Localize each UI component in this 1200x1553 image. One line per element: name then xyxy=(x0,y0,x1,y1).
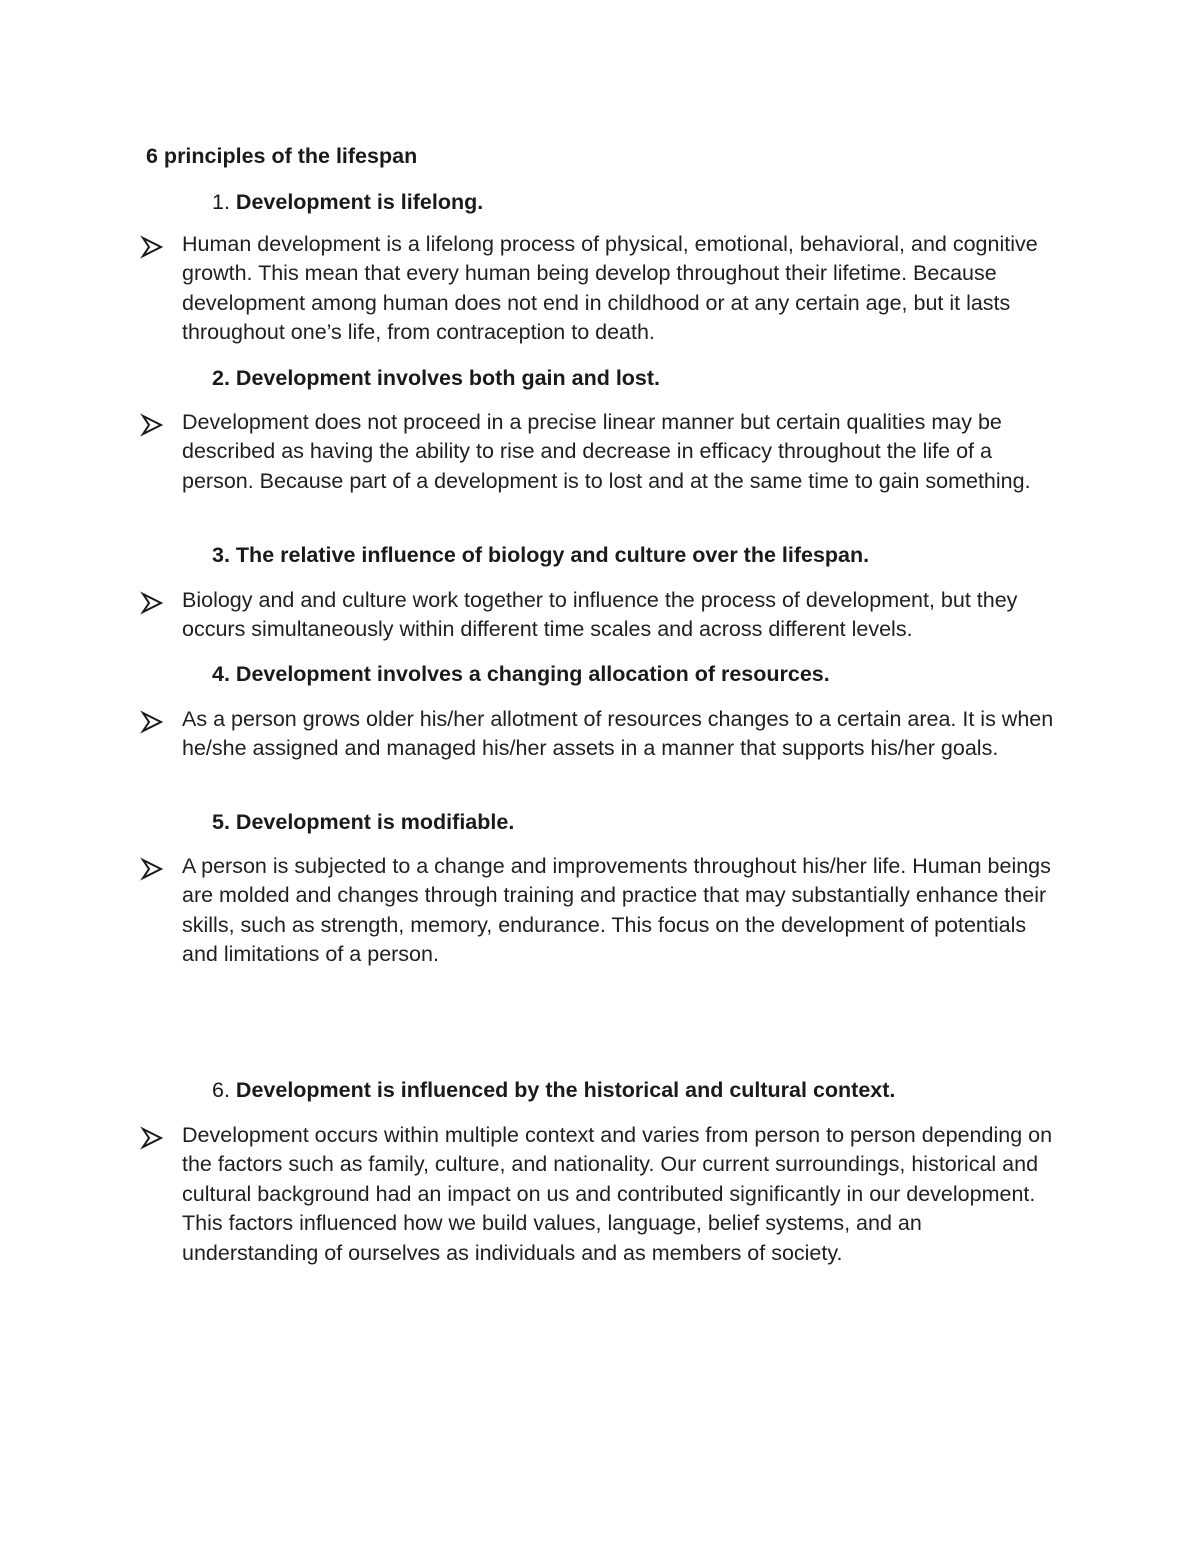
section-number: 1. xyxy=(212,190,230,214)
arrow-bullet-icon xyxy=(140,235,164,259)
bullet-text: A person is subjected to a change and improvements throughout his/her life. Human beings are molded and changes through training and practice that may substantially enhance their skills, such as strength, memory, endurance. This focus on the development of potentials and limitations of a person. xyxy=(182,854,1051,967)
bullet-item-6 xyxy=(140,1121,1060,1268)
bullet-item-4 xyxy=(140,705,1060,764)
section-heading-text: Development is modifiable. xyxy=(235,810,515,834)
section-heading-text: Development involves both gain and lost. xyxy=(235,366,661,390)
section-heading-text: Development is influenced by the historical and cultural context. xyxy=(235,1078,896,1102)
bullet-item-1 xyxy=(140,230,1060,348)
document-title: 6 principles of the lifespan xyxy=(146,144,418,168)
section-number: 6. xyxy=(212,1078,230,1102)
bullet-text: Biology and and culture work together to influence the process of development, but they occurs simultaneously within different time scales and across different levels. xyxy=(182,588,1018,642)
arrow-bullet-icon xyxy=(140,1126,164,1150)
arrow-bullet-icon xyxy=(140,857,164,881)
section-heading-3 xyxy=(212,543,869,568)
section-number: 3. xyxy=(212,543,230,567)
section-heading-6 xyxy=(212,1078,895,1103)
section-heading-text: Development is lifelong. xyxy=(235,190,484,214)
bullet-text: Development occurs within multiple context and varies from person to person depending on the factors such as family, culture, and nationality. Our current surroundings, historical and cultural background had an impact on us and contributed significantly in our development. This factors influenced how we build values, language, belief systems, and an understanding of ourselves as individuals and as members of society. xyxy=(182,1123,1053,1265)
section-number: 2. xyxy=(212,366,230,390)
arrow-bullet-icon xyxy=(140,591,164,615)
bullet-text: Human development is a lifelong process of physical, emotional, behavioral, and cognitive growth. This mean that every human being develop throughout their lifetime. Because development among human does not end in childhood or at any certain age, but it lasts throughout one’s life, from contraception to death. xyxy=(182,232,1038,345)
bullet-item-5 xyxy=(140,852,1060,970)
section-heading-text: Development involves a changing allocation of resources. xyxy=(235,662,830,686)
section-number: 4. xyxy=(212,662,230,686)
section-heading-4 xyxy=(212,662,830,687)
section-number: 5. xyxy=(212,810,230,834)
section-heading-1 xyxy=(212,190,483,215)
section-heading-5 xyxy=(212,810,514,835)
arrow-bullet-icon xyxy=(140,710,164,734)
bullet-text: Development does not proceed in a precise linear manner but certain qualities may be described as having the ability to rise and decrease in efficacy throughout the life of a person. Because part of a development is to lost and at the same time to gain something. xyxy=(182,410,1031,493)
section-heading-2 xyxy=(212,366,660,391)
bullet-text: As a person grows older his/her allotment of resources changes to a certain area. It is when he/she assigned and managed his/her assets in a manner that supports his/her goals. xyxy=(182,707,1054,761)
section-heading-text: The relative influence of biology and culture over the lifespan. xyxy=(235,543,870,567)
bullet-item-2 xyxy=(140,408,1060,496)
bullet-item-3 xyxy=(140,586,1060,645)
arrow-bullet-icon xyxy=(140,413,164,437)
